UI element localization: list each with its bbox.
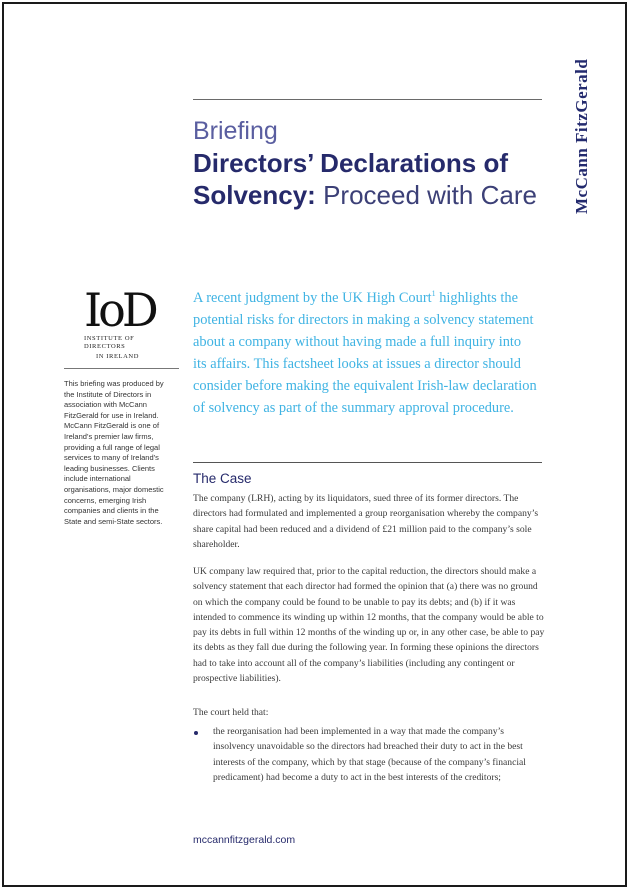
header-divider — [193, 99, 542, 100]
intro-footnote: 1 — [431, 289, 436, 298]
intro-text-a: A recent judgment by the UK High Court — [193, 289, 432, 306]
footer-link[interactable]: mccannfitzgerald.com — [193, 834, 296, 846]
intro-paragraph — [193, 283, 538, 419]
briefing-label: Briefing — [193, 117, 278, 145]
iod-logo-line2: IN IRELAND — [96, 353, 140, 360]
sidebar-divider — [64, 368, 179, 369]
case-paragraph-3: The court held that: — [193, 707, 269, 718]
sidebar-note: This briefing was produced by the Institute of Directors in association with McCann FitzGerald for use in Ireland. McCann FitzGerald is one of Ireland’s premier law firms, providing a full range of legal services to many of Ireland’s leading businesses. Clients include international organisations, major domestic concerns, emerging Irish companies and clients in the State and semi-State sectors. — [64, 379, 164, 526]
case-paragraph-1: The company (LRH), acting by its liquidators, sued three of its former directors. The directors had formulated and implemented a group reorganisation whereby the company’s share capital had been reduced and a dividend of £21 million paid to the company’s sole shareholder. — [193, 493, 539, 550]
case-divider — [193, 462, 542, 463]
iod-logo-line1: INSTITUTE OF DIRECTORS — [84, 335, 135, 350]
bullet-item: the reorganisation had been implemented in a way that made the company’s insolvency unavoidable so the directors had breached their duty to act in the best interests of the company, which by that stage (because of the company’s financial predicament) had become a duty to act in the best interests of the creditors; — [213, 726, 526, 783]
iod-logo-mark: IoD — [84, 283, 155, 337]
title-bold: Directors’ Declarations of Solvency: — [193, 148, 508, 210]
page-title — [193, 147, 573, 211]
case-heading: The Case — [193, 471, 252, 486]
bullet-dot-icon — [194, 731, 198, 735]
title-rest: Proceed with Care — [323, 180, 537, 210]
iod-logo — [84, 283, 174, 361]
intro-text-b: highlights the potential risks for directors in making a solvency statement about a company without having made a full inquiry into its affairs. This factsheet looks at issues a director should consider before making the equivalent Irish-law declaration of solvency as part of the summary approval procedure. — [193, 289, 537, 416]
brand-logo — [572, 48, 590, 214]
brand-name: McCann FitzGerald — [572, 58, 591, 214]
case-paragraph-2: UK company law required that, prior to the capital reduction, the directors should make a solvency statement that each director had formed the opinion that (a) there was no ground on which the company could be found to be unable to pay its debts; and (b) if it was intended to commence its winding up within 12 months, that the company would be able to pay its debts in full within 12 months of the winding up or, in any other case, be able to pay its debts as they fall due during the following year. In forming these opinions the directors had to take into account all of the company’s liabilities (including any contingent or prospective liabilities). — [193, 566, 545, 685]
